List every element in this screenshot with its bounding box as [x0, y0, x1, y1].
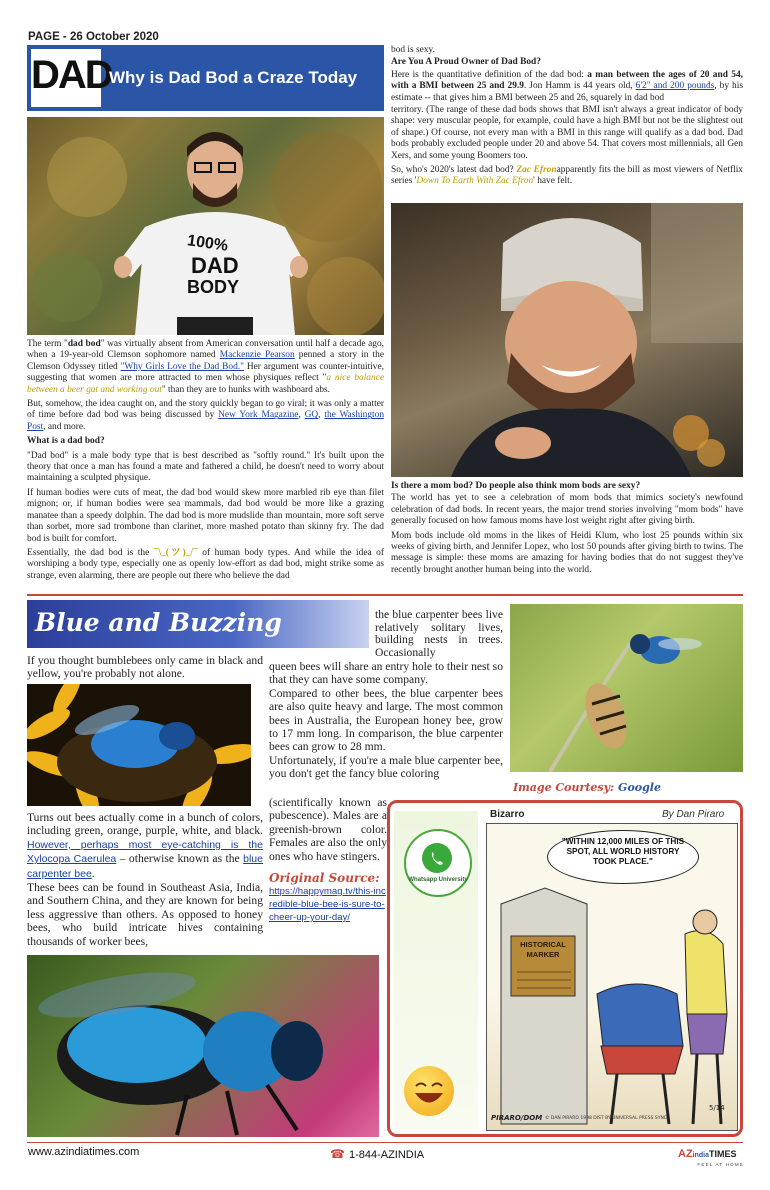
bees-col2-continuation: queen bees will share an entry hole to their nest so that they can have some company. — [269, 660, 503, 687]
heading-proud-owner: Are You A Proud Owner of Dad Bod? — [391, 57, 541, 68]
dad-para-2: But, somehow, the idea caught on, and the story quickly began to go viral; it was only a matter of time before dad bod was being discussed by New York Magazine, GQ, the Washington Post, and more. — [27, 399, 385, 432]
comic-strip-name: Bizarro — [490, 809, 525, 820]
dad-para-9: The world has yet to see a celebration of mom bods that mimics society's newfound celebration of dad bods. In recent years, the major trend stories involving "mom bods" have generally focused on how famous moms have lost weight right after giving birth. — [391, 493, 743, 527]
dad-column-1 — [27, 339, 384, 585]
bees-para-2: These bees can be found in Southeast Asia, India, and Southern China, and they are known for being less aggressive than others. As opposed to honey bees, who build intricate hives containing thousands of worker bees, — [27, 881, 263, 948]
dad-bod-photo — [27, 117, 384, 335]
link-jon-hamm-stats[interactable]: 6'2" and 200 pounds — [635, 81, 715, 92]
bee-green-art — [510, 604, 743, 772]
bees-banner — [27, 600, 369, 648]
heading-what-is-dad-bod: What is a dad bod? — [27, 436, 105, 447]
dad-column-2 — [391, 45, 743, 191]
bees-column-1 — [27, 811, 263, 948]
footer-website[interactable]: www.azindiatimes.com — [28, 1146, 140, 1158]
logo-times: TIMES — [709, 1149, 737, 1159]
dad-para-1: The term "dad bod" was virtually absent from American conversation until half a decade ago, when a 19-year-old Clemson sophomore named Mackenzie Pearson penned a story in the Clemson Odyssey titled "Why Girls Love the Dad Bod." Her argument was counter-intuitive, suggesting that women are more attracted to men whose physiques reflect "a nice balance between a beer gut and working out" than they are to hunks with washboard abs. — [27, 339, 385, 395]
comic-signature: PIRARO/DOM — [491, 1114, 543, 1122]
dad-col2-continuation: bod is sexy. — [391, 45, 435, 55]
logo-india: india — [692, 1152, 710, 1159]
bee-sunflower-photo — [27, 684, 251, 806]
bees-para-3: Compared to other bees, the blue carpenter bees are also quite heavy and large. The most common bees in Australia, the European honey bee, grow to 17 mm long. In comparison, the blue carpenter bees can grow to 28 mm. — [269, 686, 503, 754]
original-source — [269, 871, 387, 924]
shirt-line-3: BODY — [187, 277, 240, 297]
comic-drawing — [487, 824, 737, 1130]
dad-para-8: So, who's 2020's latest dad bod? Zac Efronapparently fits the bill as most viewers of Netflix series 'Down To Earth With Zac Efron' have felt. — [391, 165, 743, 187]
dad-para-3: "Dad bod" is a male body type that is best described as "softly round." It's built upon the theory that once a man has found a mate and fathered a child, he doesn't need to worry about maintaining a sculpted physique. — [27, 450, 384, 484]
bees-para-4a: Unfortunately, if you're a male blue carpenter bee, you don't get the fancy blue coloring — [269, 753, 503, 781]
link-washington-post[interactable]: the Washington Post — [27, 410, 385, 432]
marker-line-2: MARKER — [526, 950, 560, 959]
link-new-york-magazine[interactable]: New York Magazine — [218, 410, 299, 421]
bees-title: Blue and Buzzing — [35, 608, 282, 637]
footer-divider — [27, 1142, 743, 1143]
whatsapp-icon — [422, 843, 452, 873]
image-courtesy-value: Google — [618, 781, 661, 794]
bee-green-photo — [510, 604, 743, 772]
bee-sunflower-art — [27, 684, 251, 806]
bee-blue-large-photo — [27, 955, 379, 1137]
comic-left-strip — [394, 811, 478, 1129]
dad-logo-box — [31, 49, 112, 107]
logo-az: AZ — [678, 1148, 693, 1160]
footer-logo — [678, 1144, 744, 1167]
link-mackenzie-pearson[interactable]: Mackenzie Pearson — [219, 350, 295, 361]
comic-credit: © DAN PIRARO 1998 DIST BY UNIVERSAL PRESS SYND. — [545, 1116, 669, 1121]
comic-byline: By Dan Piraro — [662, 809, 725, 820]
page-header: PAGE - 26 October 2020 — [28, 31, 159, 43]
image-courtesy-label: Image Courtesy: — [513, 781, 615, 794]
dad-para-10: Mom bods include old moms in the likes of Heidi Klum, who lost 25 pounds within six weeks of giving birth, and Jennifer Lopez, who lost 50 pounds after giving birth to twins. The message is simple: these moms are amazing for having bodies that do not suggest they've recently brought another human being into the world. — [391, 530, 743, 575]
logo-tagline: FEEL AT HOME — [697, 1162, 744, 1167]
bees-column-2 — [269, 660, 503, 781]
laughing-emoji-icon — [404, 1066, 454, 1116]
dad-column-2-lower — [391, 481, 743, 579]
marker-line-1: HISTORICAL — [520, 940, 566, 949]
zac-photo-art — [391, 203, 743, 477]
dad-para-5: Essentially, the dad bod is the ¯\_(ツ)_/¯ of human body types. And while the idea of worshiping a body type, especially one as openly low-effort as dad bod, might strike some as strange, even alarming, there are people out there who believe the dad — [27, 547, 384, 581]
section-divider — [27, 594, 743, 596]
comic-date: 5/14 — [709, 1104, 725, 1112]
link-blue-carpenter-bee[interactable]: blue carpenter bee — [27, 853, 263, 880]
dad-photo-art — [27, 117, 384, 335]
link-xylocopa-caerulea[interactable]: However, perhaps most eye-catching is the Xylocopa Caerulea — [27, 838, 263, 866]
dad-para-7: territory. (The range of these dad bods shows that BMI isn't always a great indicator of body shape: very muscular people, for example, could have a high BMI but not be the slightest out of shape.) Of course, not every man with a BMI in this range will qualify as a dad bod. Dad bods probably excluded people under 20 and above 54. That covers most millennials, all Gen Xers, and some young Boomers too. — [391, 105, 743, 161]
image-courtesy — [513, 778, 661, 796]
whatsapp-badge-text: Whatsapp University — [408, 877, 468, 883]
comic-artwork — [486, 823, 738, 1131]
bee-blue-art — [27, 955, 379, 1137]
whatsapp-badge — [404, 829, 472, 897]
comic-panel — [387, 800, 743, 1137]
source-link[interactable]: https://happymag.tv/this-incredible-blue-bee-is-sure-to-cheer-up-your-day/ — [269, 886, 386, 923]
phone-icon: ☎ — [330, 1147, 345, 1161]
zac-efron-photo — [391, 203, 743, 477]
bees-intro: If you thought bumblebees only came in black and yellow, you're probably not alone. — [27, 654, 263, 681]
dad-title: Why is Dad Bod a Craze Today — [109, 68, 358, 87]
link-why-girls-love-dad-bod[interactable]: "Why Girls Love the Dad Bod." — [120, 361, 244, 372]
heading-mom-bod: Is there a mom bod? Do people also think mom bods are sexy? — [391, 481, 641, 491]
footer-phone — [330, 1145, 424, 1163]
dad-para-6: Here is the quantitative definition of the dad bod: a man between the ages of 20 and 54, with a BMI between 25 and 29.9. Jon Hamm is 44 years old, 6'2" and 200 pounds, by his estimate -- that gives him a BMI between 25 and 26, squarely in dad bod — [391, 69, 743, 103]
comic-speech-text: "WITHIN 12,000 MILES OF THIS SPOT, ALL WORLD HISTORY TOOK PLACE." — [561, 837, 685, 866]
bees-col2-top: the blue carpenter bees live relatively solitary lives, building nests in trees. Occasionally — [375, 608, 503, 659]
source-label: Original Source: — [269, 871, 380, 885]
shirt-line-2: DAD — [191, 253, 239, 278]
footer-phone-number[interactable]: 1-844-AZINDIA — [348, 1149, 425, 1161]
shirt-line-1: 100% — [186, 232, 229, 255]
dad-banner — [27, 45, 384, 111]
bees-para-4b: (scientifically known as pubescence). Males are a greenish-brown color. Females are also the only ones who have stingers. — [269, 796, 387, 863]
dad-logo: DAD — [31, 53, 112, 97]
bees-para-1: Turns out bees actually come in a bunch of colors, including green, orange, purple, white, and black. However, perhaps most eye-catching is the Xylocopa Caerulea – otherwise known as the blue carpenter bee. — [27, 811, 263, 880]
link-gq[interactable]: GQ — [304, 410, 319, 421]
dad-para-4: If human bodies were cuts of meat, the dad bod would skew more marbled rib eye than filet mignon; or, if human bodies were sea mammals, dad bod would be more like a grazing manatee than a speedy dolphin. The dad bod is more mudslide than mountain, more soft serve than sorbet, more sad trombone than clarinet, more mashed potato than skinny fry. The dad bod is built for comfort. — [27, 487, 384, 544]
